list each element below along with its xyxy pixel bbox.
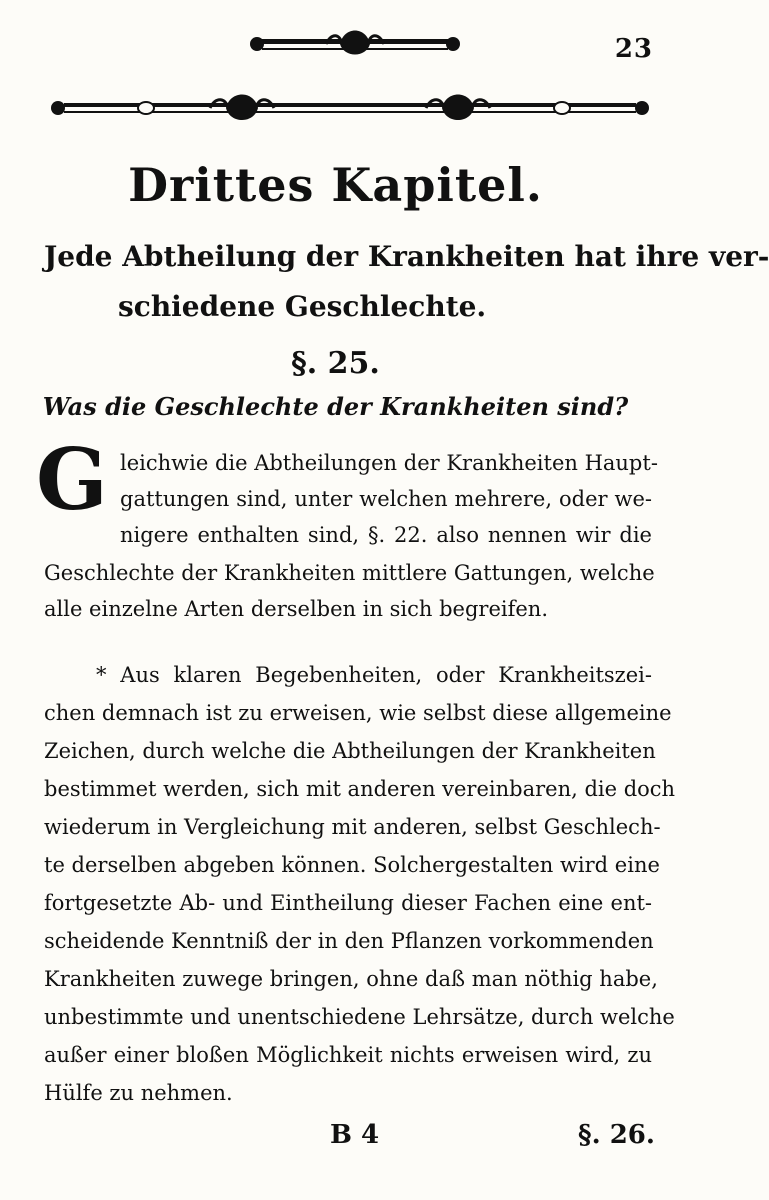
- note-line: Krankheiten zuwege bringen, ohne daß man nöthig habe,: [44, 967, 658, 991]
- note-line: außer einer bloßen Möglichkeit nichts erweisen wird, zu: [44, 1043, 652, 1067]
- chapter-title: Drittes Kapitel.: [128, 158, 543, 212]
- paragraph-line: alle einzelne Arten derselben in sich begreifen.: [44, 597, 548, 621]
- paragraph-line: gattungen sind, unter welchen mehrere, oder we-: [120, 487, 652, 511]
- paragraph-line: Geschlechte der Krankheiten mittlere Gattungen, welche: [44, 561, 655, 585]
- note-line: wiederum in Vergleichung mit anderen, selbst Geschlech-: [44, 815, 661, 839]
- page-number: 23: [614, 34, 653, 64]
- paragraph-line: leichwie die Abtheilungen der Krankheiten Haupt-: [120, 451, 658, 475]
- note-line: Zeichen, durch welche die Abtheilungen der Krankheiten: [44, 739, 656, 763]
- drop-cap-initial: G: [36, 430, 108, 529]
- note-line: Hülfe zu nehmen.: [44, 1081, 233, 1105]
- note-line: bestimmet werden, sich mit anderen vereinbaren, die doch: [44, 777, 676, 801]
- note-line: unbestimmte und unentschiedene Lehrsätze, durch welche: [44, 1005, 675, 1029]
- catchword: §. 26.: [578, 1120, 655, 1150]
- section-question: Was die Geschlechte der Krankheiten sind?: [42, 392, 629, 421]
- ornament-top-icon: [248, 24, 462, 64]
- note-line: fortgesetzte Ab- und Eintheilung dieser Fachen eine ent-: [44, 891, 652, 915]
- note-line: te derselben abgeben können. Solchergestalten wird eine: [44, 853, 660, 877]
- note-line: chen demnach ist zu erweisen, wie selbst diese allgemeine: [44, 701, 672, 725]
- paragraph-line: nigere enthalten sind, §. 22. also nennen wir die: [120, 523, 652, 547]
- chapter-heading-line-2: schiedene Geschlechte.: [118, 290, 487, 323]
- ornament-rule-icon: [50, 86, 650, 130]
- section-number: §. 25.: [291, 346, 380, 381]
- note-line: * Aus klaren Begebenheiten, oder Krankheitszei-: [96, 663, 652, 687]
- chapter-heading-line-1: Jede Abtheilung der Krankheiten hat ihre ver-: [44, 240, 769, 273]
- signature-mark: B 4: [330, 1120, 380, 1150]
- note-line: scheidende Kenntniß der in den Pflanzen vorkommenden: [44, 929, 654, 953]
